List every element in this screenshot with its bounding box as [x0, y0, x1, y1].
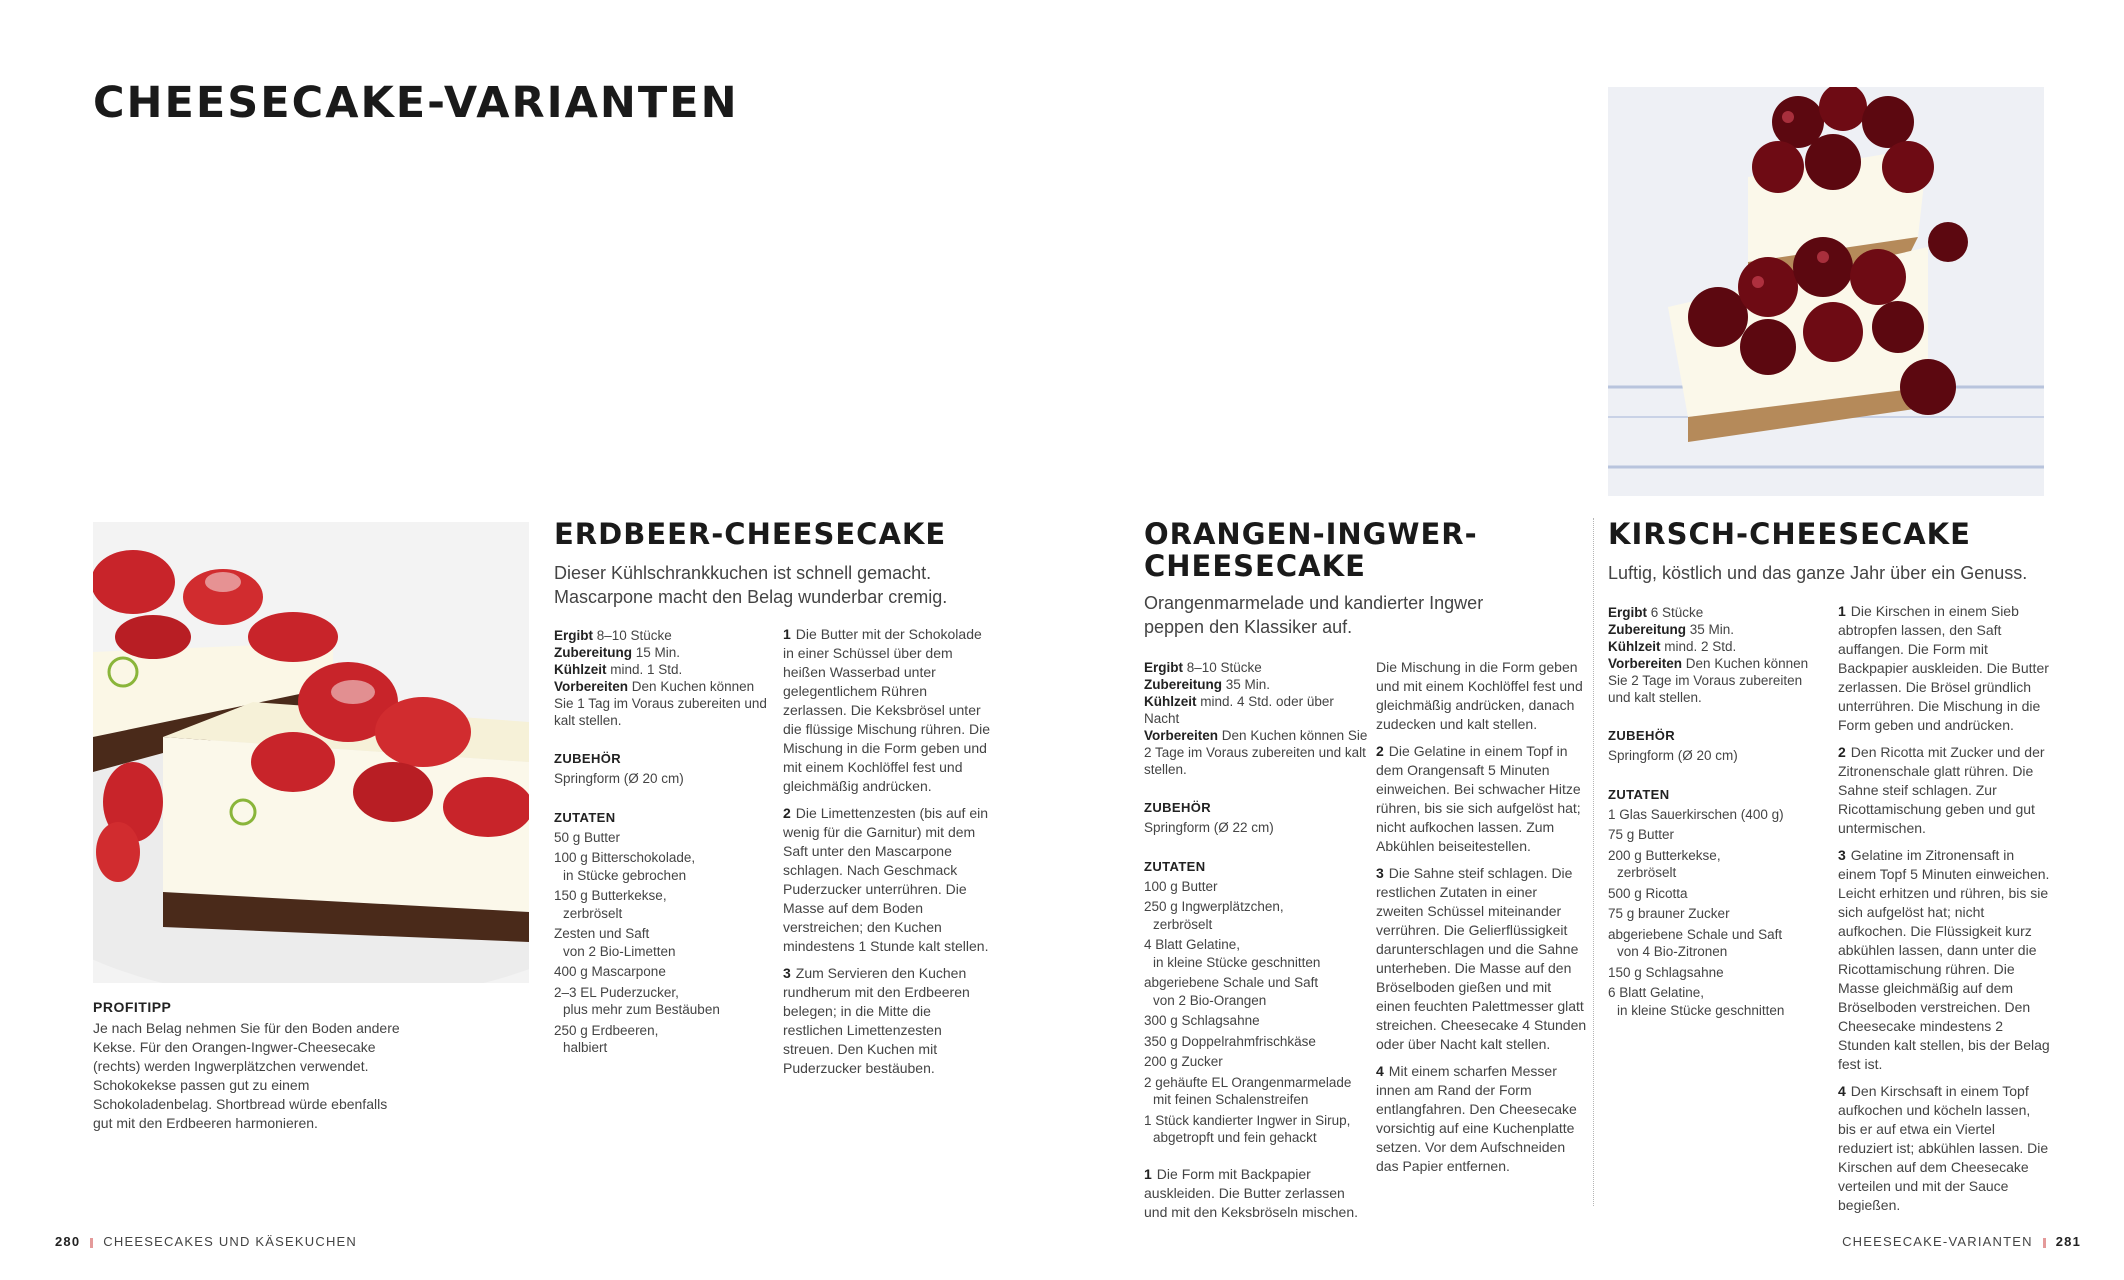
kirsch-vorbereiten: Vorbereiten Den Kuchen können Sie 2 Tage im Voraus zubereiten und kalt stellen. — [1608, 656, 1809, 705]
orange-intro: Orangenmarmelade und kandierter Ingwer peppen den Klassiker auf. — [1144, 593, 1484, 637]
step: 3 Die Sahne steif schlagen. Die restlichen Zutaten in einer zweiten Schüssel miteinander verrühren. Die Gelierflüssigkeit darunterschlagen und die Sahne unterheben. Die Masse auf den Bröselboden gießen und mit einen feuchten Palettmesser glatt streichen. Cheesecake 4 Stunden oder über Nacht kalt stellen. — [1376, 865, 1587, 1052]
orange-ergibt: Ergibt 8–10 Stücke — [1144, 660, 1262, 675]
erdbeer-zubereitung: Zubereitung 15 Min. — [554, 645, 681, 660]
erdbeer-info — [554, 627, 769, 1060]
footer-separator — [90, 1238, 93, 1248]
ingredient: 100 g Bitterschokolade, in Stücke gebrochen — [554, 850, 696, 883]
kirsch-zubereitung: Zubereitung 35 Min. — [1608, 622, 1735, 637]
ingredient: 250 g Erdbeeren, halbiert — [554, 1022, 659, 1055]
erdbeer-vorbereiten: Vorbereiten Den Kuchen können Sie 1 Tag im Voraus zubereiten und kalt stellen. — [554, 679, 767, 728]
orange-kuehlzeit: Kühlzeit mind. 4 Std. oder über Nacht — [1144, 694, 1334, 726]
erdbeer-steps — [783, 625, 991, 1086]
kirsch-ergibt: Ergibt 6 Stücke — [1608, 605, 1704, 620]
ingredient: Zesten und Saft von 2 Bio-Limetten — [554, 926, 676, 959]
step: 2 Die Limettenzesten (bis auf ein wenig für die Garnitur) mit dem Saft unter den Mascarpone schlagen. Nach Geschmack Puderzucker unterrühren. Die Masse auf dem Boden verstreichen; den Kuchen mindestens 1 Stunde kalt stellen. — [783, 805, 989, 954]
kirsch-steps — [1838, 602, 2050, 1223]
erdbeer-zubehoer-heading: ZUBEHÖR — [554, 751, 622, 766]
ingredient: 350 g Doppelrahmfrischkäse — [1144, 1033, 1316, 1049]
ingredient: 150 g Butterkekse, zerbröselt — [554, 888, 667, 921]
ingredient: abgeriebene Schale und Saft von 4 Bio-Zitronen — [1608, 926, 1783, 959]
orange-zubehoer: Springform (Ø 22 cm) — [1144, 820, 1274, 835]
orange-zubereitung: Zubereitung 35 Min. — [1144, 677, 1271, 692]
step: 2 Die Gelatine in einem Topf in dem Orangensaft 5 Minuten einweichen. Bei schwacher Hitze rühren, bis sie sich aufgelöst hat; nicht aufkochen lassen. Zum Abkühlen beiseitestellen. — [1376, 743, 1581, 854]
column-divider — [1593, 518, 1594, 1206]
ingredient: 250 g Ingwerplätzchen, zerbröselt — [1144, 899, 1284, 932]
ingredient: 1 Glas Sauerkirschen (400 g) — [1608, 806, 1784, 822]
ingredient: abgeriebene Schale und Saft von 2 Bio-Orangen — [1144, 975, 1319, 1008]
profitipp-heading: PROFITIPP — [93, 999, 172, 1015]
page-title: CHEESECAKE-VARIANTEN — [93, 78, 739, 128]
page-number-left: 280 — [55, 1234, 81, 1249]
erdbeer-ingredients — [554, 829, 769, 1057]
erdbeer-kuehlzeit: Kühlzeit mind. 1 Std. — [554, 662, 683, 677]
footer-right — [1842, 1234, 2081, 1249]
page-number-right: 281 — [2055, 1234, 2081, 1249]
kirsch-kuehlzeit: Kühlzeit mind. 2 Std. — [1608, 639, 1737, 654]
ingredient: 6 Blatt Gelatine, in kleine Stücke geschnitten — [1608, 985, 1785, 1018]
profitipp-box — [93, 999, 408, 1133]
kirsch-intro: Luftig, köstlich und das ganze Jahr über ein Genuss. — [1608, 563, 2028, 583]
kirsch-ingredients — [1608, 806, 1828, 1020]
step: 2 Den Ricotta mit Zucker und der Zitronenschale glatt rühren. Die Sahne steif schlagen. Zur Ricottamischung geben und gut untermischen. — [1838, 744, 2045, 836]
erdbeer-ergibt: Ergibt 8–10 Stücke — [554, 628, 672, 643]
step: 3 Zum Servieren den Kuchen rundherum mit den Erdbeeren belegen; in die Mitte die restlichen Limettenzesten streuen. Den Kuchen mit Puderzucker bestäuben. — [783, 965, 970, 1076]
orange-step-1: 1 Die Form mit Backpapier auskleiden. Die Butter zerlassen und mit den Keksbröseln mischen. — [1144, 1165, 1358, 1220]
orange-zubehoer-heading: ZUBEHÖR — [1144, 800, 1212, 815]
step: 4 Den Kirschsaft in einem Topf aufkochen und köcheln lassen, bis er auf etwa ein Viertel reduziert ist; abkühlen lassen. Die Kirschen auf dem Cheesecake verteilen und mit der Sauce begießen. — [1838, 1083, 2049, 1213]
cherry-cheesecake-photo — [1608, 87, 2044, 496]
ingredient: 150 g Schlagsahne — [1608, 964, 1724, 980]
orange-zutaten-heading: ZUTATEN — [1144, 858, 1206, 874]
step: 4 Mit einem scharfen Messer innen am Rand der Form entlangfahren. Den Cheesecake vorsichtig auf eine Kuchenplatte setzen. Vor dem Aufschneiden das Papier entfernen. — [1376, 1063, 1577, 1174]
ingredient: 75 g brauner Zucker — [1608, 906, 1730, 921]
ingredient: 200 g Zucker — [1144, 1054, 1223, 1069]
orange-step-continued: Die Mischung in die Form geben und mit einem Kochlöffel fest und gleichmäßig andrücken, danach zudecken und kalt stellen. — [1376, 659, 1583, 732]
ingredient: 50 g Butter — [554, 829, 621, 845]
kirsch-zubehoer: Springform (Ø 20 cm) — [1608, 748, 1738, 763]
erdbeer-zutaten-heading: ZUTATEN — [554, 809, 616, 825]
strawberry-cheesecake-photo — [93, 522, 529, 983]
ingredient: 4 Blatt Gelatine, in kleine Stücke geschnitten — [1144, 937, 1321, 970]
footer-left — [55, 1234, 357, 1249]
orange-vorbereiten: Vorbereiten Den Kuchen können Sie 2 Tage im Voraus zubereiten und kalt stellen. — [1144, 728, 1368, 777]
kirsch-info — [1608, 604, 1828, 1022]
footer-section-right: CHEESECAKE-VARIANTEN — [1842, 1234, 2033, 1249]
ingredient: 2 gehäufte EL Orangenmarmelade mit feinen Schalenstreifen — [1144, 1074, 1352, 1107]
kirsch-zubehoer-heading: ZUBEHÖR — [1608, 728, 1676, 743]
profitipp-text: Je nach Belag nehmen Sie für den Boden andere Kekse. Für den Orangen-Ingwer-Cheesecake (rechts) werden Ingwerplätzchen verwendet. Schokokekse passen gut zu einem Schokoladenbelag. Shortbread würde ebenfalls gut mit den Erdbeeren harmonieren. — [93, 1020, 400, 1131]
erdbeer-title: ERDBEER-CHEESECAKE — [554, 517, 947, 551]
ingredient: 500 g Ricotta — [1608, 885, 1688, 901]
erdbeer-zubehoer: Springform (Ø 20 cm) — [554, 771, 684, 786]
ingredient: 100 g Butter — [1144, 878, 1218, 894]
ingredient: 1 Stück kandierter Ingwer in Sirup, abgetropft und fein gehackt — [1144, 1112, 1351, 1145]
orange-info — [1144, 659, 1369, 1230]
ingredient: 300 g Schlagsahne — [1144, 1013, 1260, 1028]
orange-title: ORANGEN-INGWER- CHEESECAKE — [1144, 517, 1478, 583]
ingredient: 2–3 EL Puderzucker, plus mehr zum Bestäuben — [554, 984, 720, 1017]
ingredient: 75 g Butter — [1608, 827, 1675, 842]
kirsch-zutaten-heading: ZUTATEN — [1608, 786, 1670, 802]
erdbeer-intro: Dieser Kühlschrankkuchen ist schnell gemacht. Mascarpone macht den Belag wunderbar cremig. — [554, 563, 948, 607]
footer-separator — [2043, 1238, 2046, 1248]
step: 3 Gelatine im Zitronensaft in einem Topf 5 Minuten einweichen. Leicht erhitzen und rühren, bis sie sich aufgelöst hat; nicht aufkochen. Die Flüssigkeit kurz abkühlen lassen, dann unter die Ricottamischung rühren. Die Masse gleichmäßig auf dem Bröselboden verstreichen. Den Cheesecake mindestens 2 Stunden kalt stellen, bis der Belag fest ist. — [1838, 847, 2050, 1072]
orange-ingredients — [1144, 878, 1369, 1147]
footer-section-left: CHEESECAKES UND KÄSEKUCHEN — [103, 1234, 357, 1249]
ingredient: 400 g Mascarpone — [554, 964, 666, 979]
step: 1 Die Butter mit der Schokolade in einer Schüssel über dem heißen Wasserbad unter gelegentlichem Rühren zerlassen. Die Keksbrösel unter die flüssige Mischung rühren. Die Mischung in die Form geben und mit einem Kochlöffel fest und gleichmäßig andrücken. — [783, 626, 990, 794]
orange-steps — [1376, 658, 1588, 1184]
ingredient: 200 g Butterkekse, zerbröselt — [1608, 847, 1721, 880]
kirsch-title: KIRSCH-CHEESECAKE — [1608, 517, 1971, 551]
step: 1 Die Kirschen in einem Sieb abtropfen lassen, den Saft auffangen. Die Form mit Backpapier auskleiden. Die Butter zerlassen. Die Brösel gründlich unterrühren. Die Mischung in die Form geben und andrücken. — [1838, 603, 2049, 733]
